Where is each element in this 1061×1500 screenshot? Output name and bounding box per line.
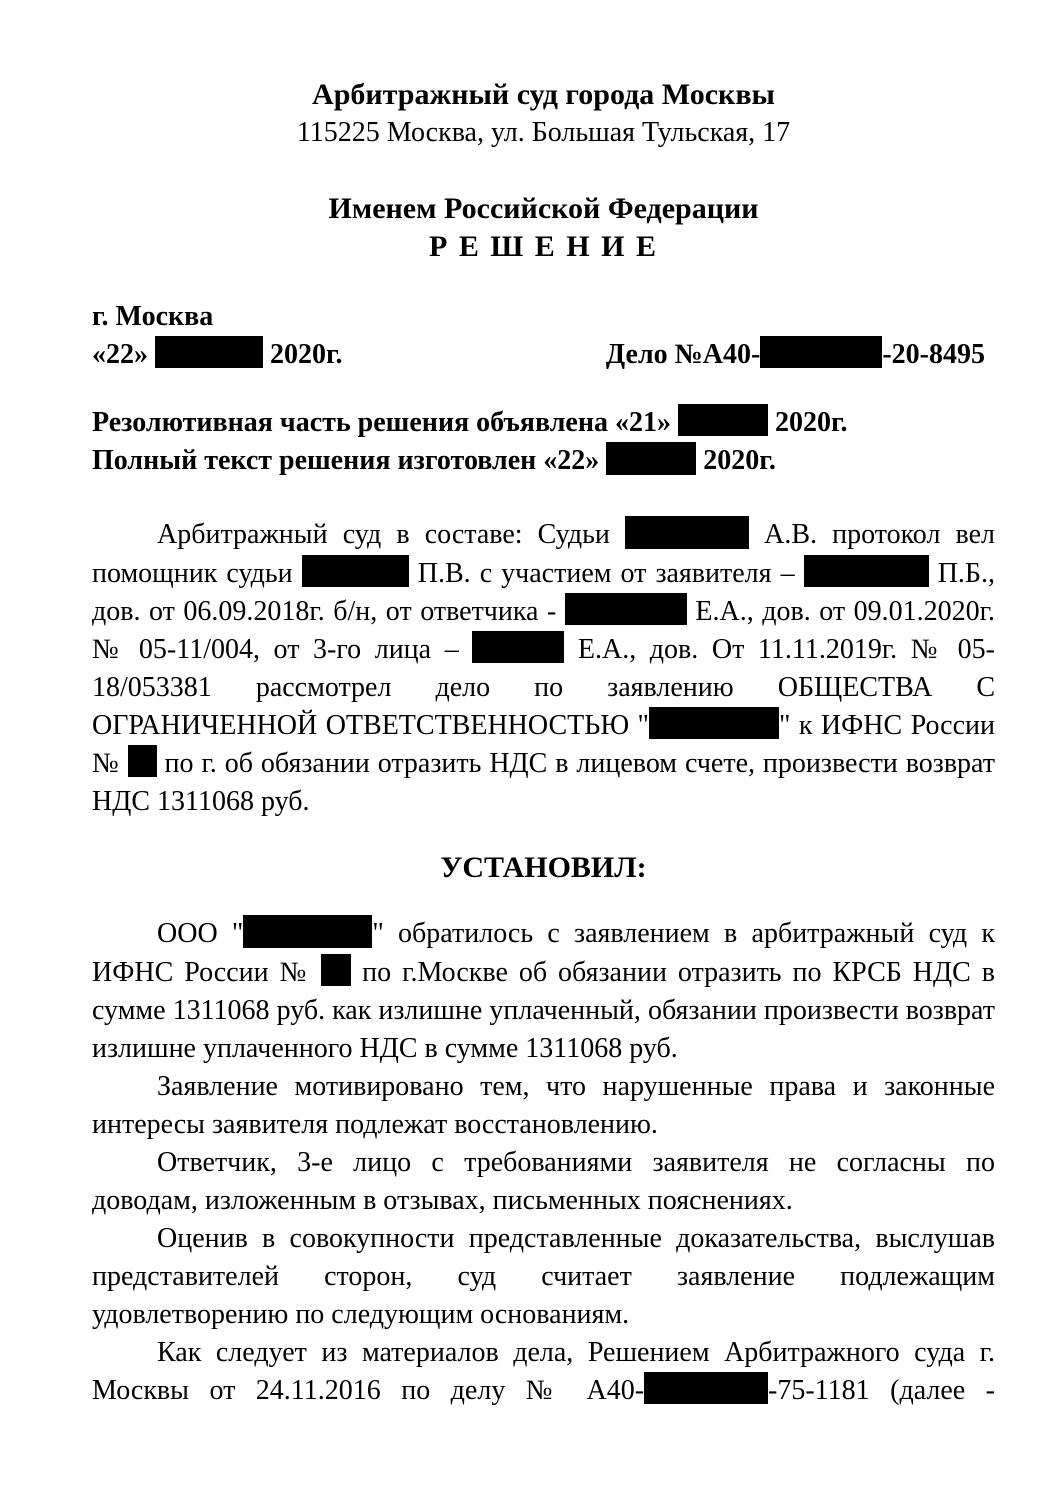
redaction-box [804,555,929,587]
in-the-name-line: Именем Российской Федерации [328,192,759,225]
redaction-box [321,954,351,986]
paragraph-court-assessment: Оценив в совокупности представленные доказательства, выслушав представителей сторон, суд считает заявление подлежащим удовлетворению по следующим основаниям. [92,1222,995,1330]
case-info-block [92,298,995,480]
redaction-box [649,707,779,739]
paragraph-claim: ООО " " обратилось с заявлением в арбитражный суд к ИФНС России № по г.Москве об обязании отразить по КРСБ НДС в сумме 1311068 руб. как излишне уплаченный, обязании произвести возврат излишне уплаченного НДС в сумме 1311068 руб. [92,915,995,1067]
city-line: г. Москва [92,301,214,332]
court-name: Арбитражный суд города Москвы [312,78,775,111]
court-address: 115225 Москва, ул. Большая Тульская, 17 [296,117,791,148]
redaction-box [472,631,564,663]
paragraph-court-composition: Арбитражный суд в составе: Судьи А.В. протокол вел помощник судьи П.В. с участием от заявителя – П.Б., дов. от 06.09.2018г. б/н, от ответчика - Е.А., дов. от 09.01.2020г. № 05-11/004, от 3-го лица – Е.А., дов. От 11.11.2019г. № 05-18/053381 рассмотрел дело по заявлению ОБЩЕСТВА С ОГРАНИЧЕННОЙ ОТВЕТСТВЕННОСТЬЮ " " к ИФНС России № по г. об обязании отразить НДС в лицевом счете, произвести возврат НДС 1311068 руб. [92,516,995,821]
redaction-box [128,745,157,777]
decision-date: «22» 2020г. [92,336,343,374]
redaction-box [678,404,768,436]
redaction-box [243,915,372,947]
redaction-box [565,593,687,625]
paragraph-respondent-position: Ответчик, 3-е лицо с требованиями заявителя не согласны по доводам, изложенным в отзывах, письменных пояснениях. [92,1146,995,1216]
full-text-line: Полный текст решения изготовлен «22» 2020г. [92,442,995,480]
redaction-box [606,442,696,474]
document-header [92,76,995,266]
date-and-case-row [92,336,995,374]
paragraph-motivation: Заявление мотивировано тем, что нарушенные права и законные интересы заявителя подлежат восстановлению. [92,1070,995,1140]
paragraph-case-materials: Как следует из материалов дела, Решением Арбитражного суда г. Москвы от 24.11.2016 по делу № А40- -75-1181 (далее - [92,1336,995,1406]
case-number: Дело №А40- -20-8495 [606,336,985,374]
established-heading: УСТАНОВИЛ: [440,851,647,885]
redaction-box [155,336,263,368]
decision-title: Р Е Ш Е Н И Е [429,230,658,263]
resolutive-part-line: Резолютивная часть решения объявлена «21» 2020г. [92,404,995,442]
redaction-box [302,555,409,587]
redaction-box [760,336,882,368]
redaction-box [644,1372,768,1404]
redaction-box [625,516,749,548]
